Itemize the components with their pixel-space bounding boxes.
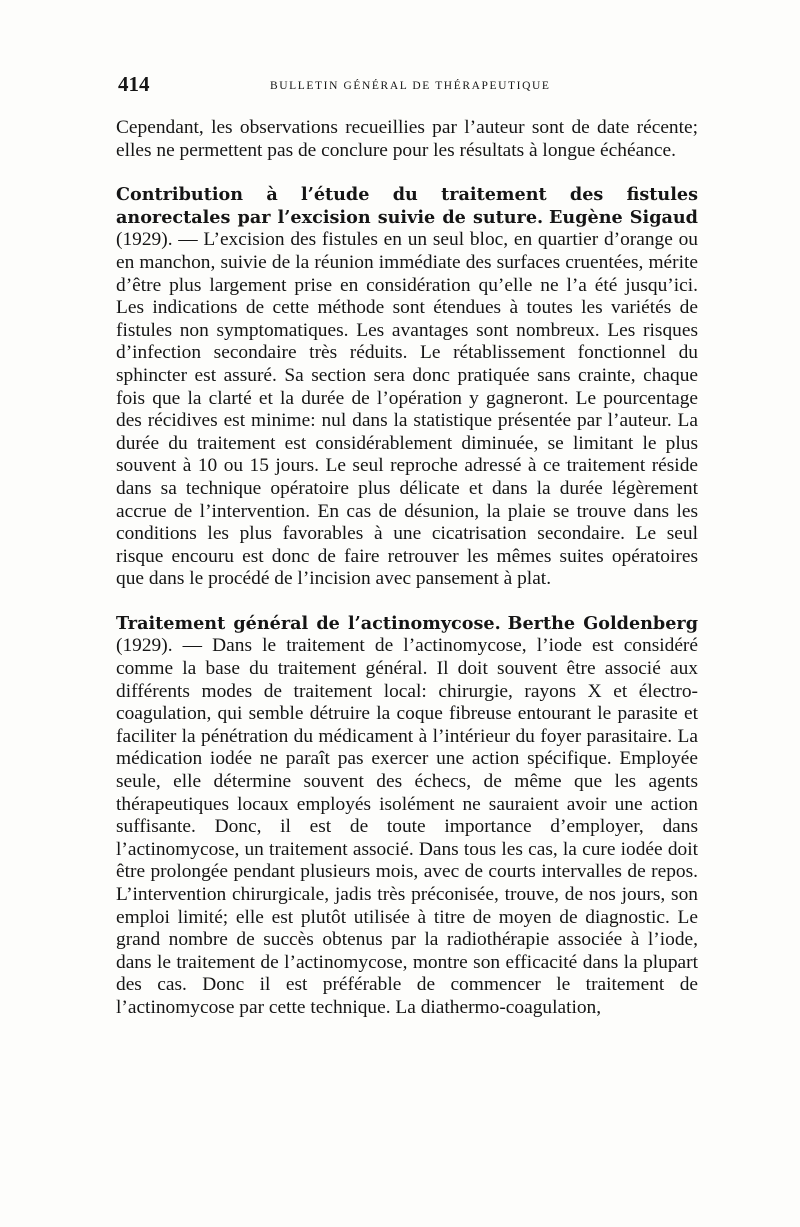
running-title: BULLETIN GÉNÉRAL DE THÉRAPEUTIQUE [270, 80, 551, 92]
abstract-title: Traitement général de l’actinomycose. [116, 612, 501, 634]
page-header [118, 72, 700, 102]
abstract-fistules [116, 184, 698, 591]
abstract-title: Contribution à l’étude du traitement des fistules anorectales par l’excision suivie de suture. [116, 184, 698, 228]
page-body [116, 117, 698, 1020]
page-number: 414 [118, 72, 150, 96]
abstract-text: (1929). — L’excision des fistules en un seul bloc, en quartier d’orange ou en manchon, suivie de la réunion immédiate des surfaces cruentées, mérite d’être plus largement prise en considération qu’elle ne l’a été jusqu’ici. Les indications de cette méthode sont étendues à toutes les variétés de fistules non symptomatiques. Les avantages sont nombreux. Les risques d’infection secondaire très réduits. Le rétablissement fonctionnel du sphincter est assuré. Sa section sera donc pratiquée sans crainte, chaque fois que la clarté et la durée de l’opération y gagneront. Le pourcentage des récidives est minime: nul dans la statistique présentée par l’auteur. La durée du traitement est considérablement diminuée, se limitant le plus souvent à 10 ou 15 jours. Le seul reproche adressé à ce traitement réside dans sa technique opératoire plus délicate et dans la durée légèrement accrue de l’intervention. En cas de désunion, la plaie se trouve dans les conditions les plus favorables à une cicatrisation secondaire. Le seul risque encouru est donc de faire retrouver les mêmes suites opératoires que dans le procédé de l’incision avec pansement à plat. [116, 229, 698, 590]
abstract-actinomycose [116, 613, 698, 1020]
abstract-text: (1929). — Dans le traitement de l’actinomycose, l’iode est considéré comme la base du traitement général. Il doit souvent être associé aux différents modes de traitement local: chirurgie, rayons X et électro-coagulation, qui semble détruire la coque fibreuse entourant le parasite et faciliter la pénétration du médicament à l’intérieur du foyer parasitaire. La médication iodée ne paraît pas exercer une action spécifique. Employée seule, elle détermine souvent des échecs, de même que les agents thérapeutiques locaux employés isolément ne sauraient avoir une action suffisante. Donc, il est de toute importance d’employer, dans l’actinomycose, un traitement associé. Dans tous les cas, la cure iodée doit être prolongée pendant plusieurs mois, avec de courts intervalles de repos. L’intervention chirurgicale, jadis très préconisée, trouve, de nos jours, son emploi limité; elle est plutôt utilisée à titre de moyen de diagnostic. Le grand nombre de succès obtenus par la radiothérapie associée à l’iode, dans le traitement de l’actinomycose, montre son efficacité dans la plupart des cas. Donc il est préférable de commencer le traitement de l’actinomycose par cette technique. La diathermo-coagulation, [116, 635, 698, 1018]
abstract-author: Berthe Goldenberg [507, 612, 698, 634]
paragraph-text: Cependant, les observations recueillies par l’auteur sont de date récente; elles ne permettent pas de conclure pour les résultats à longue échéance. [116, 117, 698, 161]
paragraph-continuation [116, 117, 698, 162]
abstract-author: Eugène Sigaud [549, 206, 698, 228]
